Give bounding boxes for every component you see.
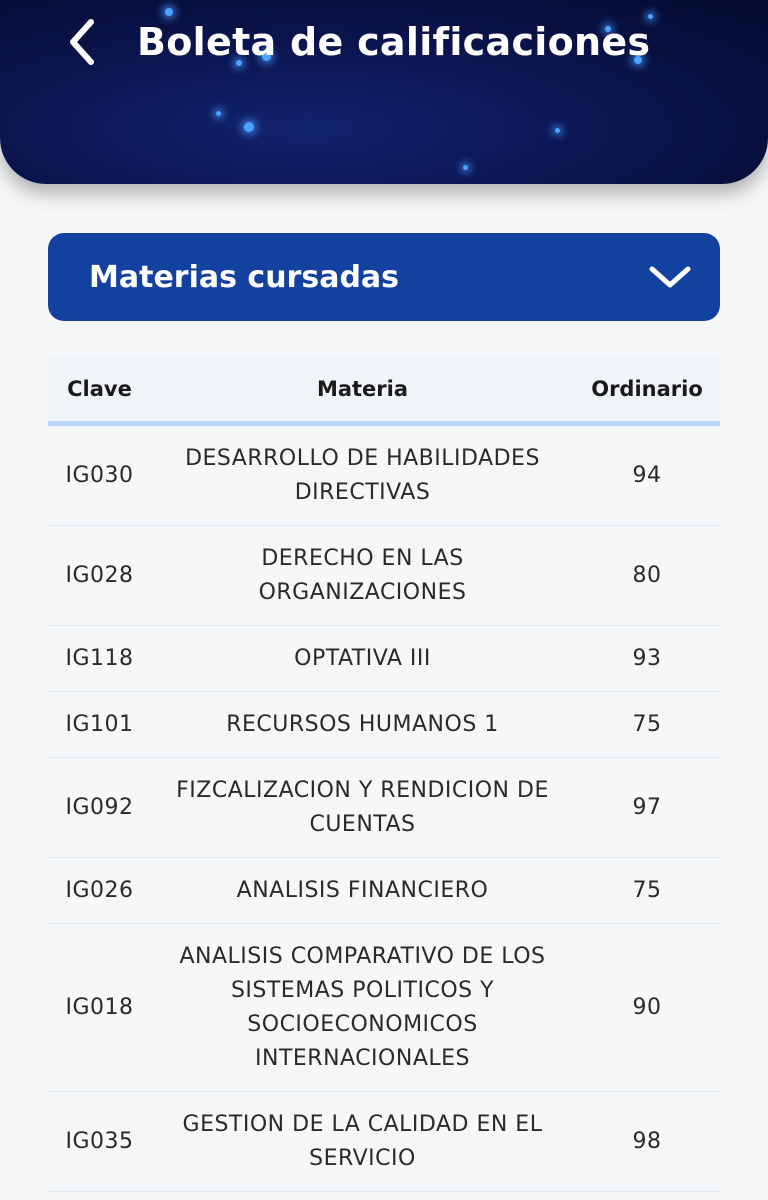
cell-materia: DESARROLLO DE HABILIDADES DIRECTIVAS <box>185 445 540 505</box>
star-decoration <box>216 111 221 116</box>
grades-table <box>48 357 720 1192</box>
back-button[interactable] <box>56 14 108 70</box>
cell-materia: ANALISIS COMPARATIVO DE LOS SISTEMAS POLITICOS Y SOCIOECONOMICOS INTERNACIONALES <box>179 943 546 1071</box>
cell-materia: OPTATIVA III <box>294 645 431 671</box>
cell-clave: IG092 <box>65 795 134 820</box>
cell-clave: IG030 <box>65 463 134 488</box>
cell-materia: DERECHO EN LAS ORGANIZACIONES <box>258 545 467 605</box>
cell-clave: IG018 <box>65 995 134 1020</box>
cell-ordinario: 80 <box>632 563 662 588</box>
cell-ordinario: 90 <box>632 995 662 1020</box>
cell-ordinario: 98 <box>632 1129 662 1154</box>
cell-clave: IG118 <box>65 646 134 671</box>
page-title: Boleta de calificaciones <box>137 20 651 64</box>
cell-ordinario: 97 <box>632 795 662 820</box>
cell-materia: ANALISIS FINANCIERO <box>236 877 489 903</box>
subjects-dropdown[interactable] <box>48 233 720 321</box>
cell-clave: IG026 <box>65 878 134 903</box>
table-row <box>48 526 720 626</box>
table-row <box>48 692 720 758</box>
chevron-down-icon <box>648 255 692 299</box>
cell-ordinario: 93 <box>632 646 662 671</box>
cell-ordinario: 75 <box>632 712 662 737</box>
cell-clave: IG028 <box>65 563 134 588</box>
star-decoration <box>555 128 560 133</box>
star-decoration <box>463 165 468 170</box>
table-row <box>48 426 720 526</box>
cell-materia: RECURSOS HUMANOS 1 <box>226 711 499 737</box>
app-header <box>0 0 768 184</box>
cell-clave: IG035 <box>65 1129 134 1154</box>
cell-ordinario: 94 <box>632 463 662 488</box>
table-row <box>48 924 720 1092</box>
table-row <box>48 1092 720 1192</box>
table-header <box>48 357 720 426</box>
table-row <box>48 626 720 692</box>
table-row <box>48 858 720 924</box>
table-row <box>48 758 720 858</box>
dropdown-label: Materias cursadas <box>89 259 400 295</box>
column-header-materia: Materia <box>316 377 409 401</box>
cell-clave: IG101 <box>65 712 134 737</box>
cell-ordinario: 75 <box>632 878 662 903</box>
column-header-clave: Clave <box>67 377 132 401</box>
cell-materia: FIZCALIZACION Y RENDICION DE CUENTAS <box>176 777 549 837</box>
cell-materia: GESTION DE LA CALIDAD EN EL SERVICIO <box>182 1111 543 1171</box>
star-decoration <box>244 122 254 132</box>
column-header-ordinario: Ordinario <box>591 377 703 401</box>
chevron-left-icon <box>67 18 97 66</box>
